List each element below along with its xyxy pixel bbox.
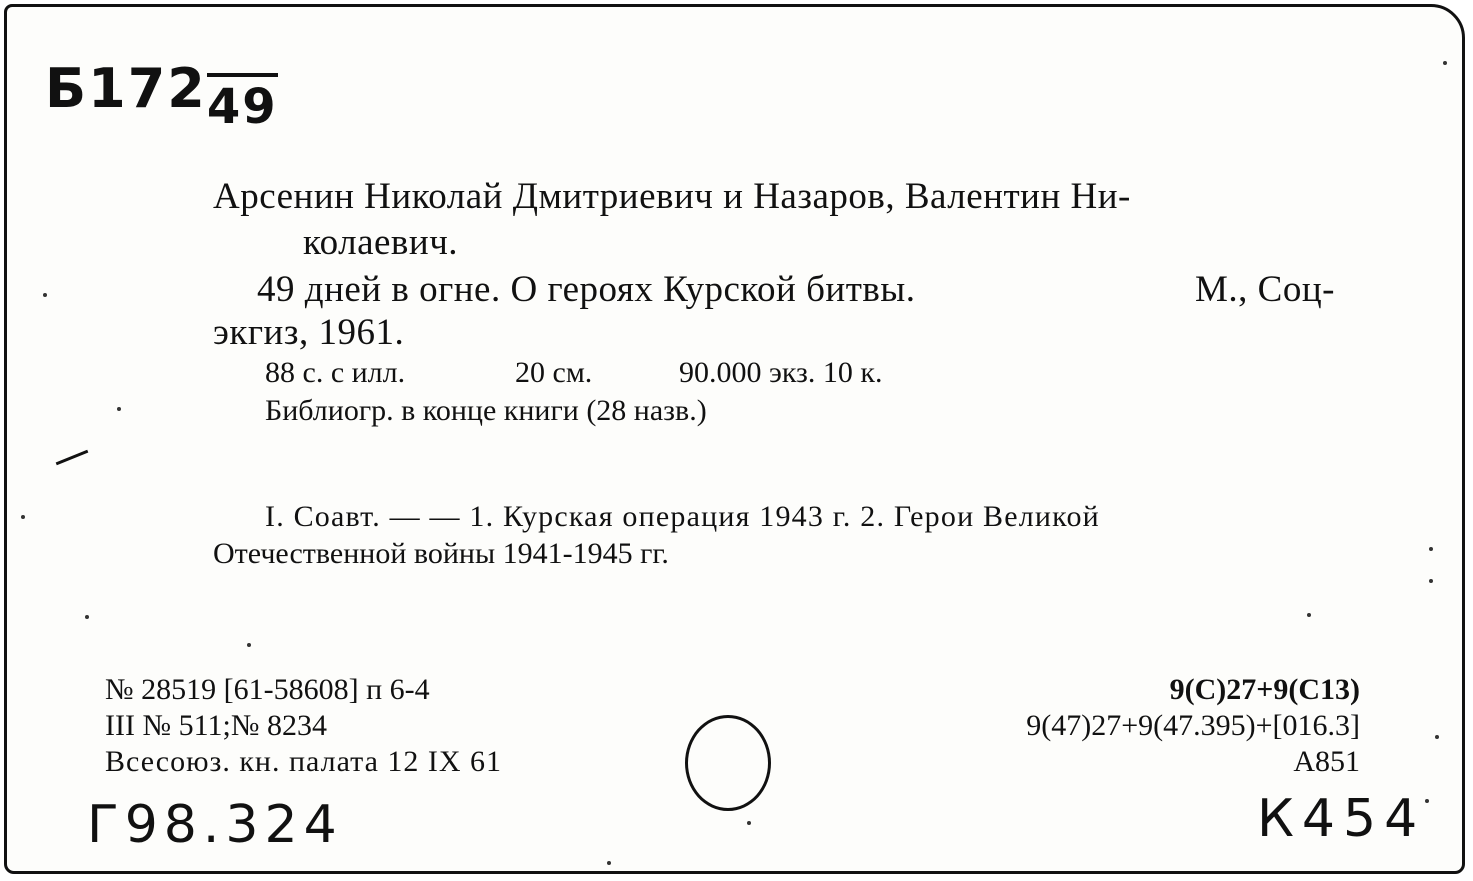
title-line-2: экгиз, 1961. [213,312,405,353]
speck [1435,735,1439,739]
speck [607,861,611,865]
speck [21,515,25,519]
speck [43,293,47,297]
size: 20 см. [515,356,593,389]
handwritten-author-mark: К454 [1257,789,1426,849]
speck [747,821,751,825]
speck [117,407,121,411]
author-mark: А851 [1293,745,1360,778]
speck [1443,61,1447,65]
tracing-line-1: I. Соавт. — — 1. Курская операция 1943 г. 2. Герои Великой [265,500,1100,533]
series-number: III № 511;№ 8234 [105,709,327,742]
title-line-1: 49 дней в огне. О героях Курской битвы. [257,269,916,310]
shelf-mark-main: Б172 [45,57,207,120]
pencil-tick-mark [56,450,89,466]
speck [1425,799,1429,803]
book-chamber-date: Всесоюз. кн. палата 12 IX 61 [105,745,503,778]
classification-1: 9(С)27+9(С13) [1169,673,1360,706]
speck [247,643,251,647]
heading-line-1: Арсенин Николай Дмитриевич и Назаров, Валентин Ни- [213,176,1131,217]
speck [1307,613,1311,617]
handwritten-classification: Г98.324 [87,795,343,855]
print-run-price: 90.000 экз. 10 к. [679,356,883,389]
speck [1429,579,1433,583]
tracing-line-2: Отечественной войны 1941-1945 гг. [213,537,669,570]
shelf-mark-fraction: 49 [207,73,278,135]
title-place: М., Соц- [1195,269,1335,310]
record-number: № 28519 [61-58608] п 6-4 [105,673,430,706]
catalog-card [4,4,1465,874]
speck [85,615,89,619]
speck [1429,547,1433,551]
classification-2: 9(47)27+9(47.395)+[016.3] [1026,709,1360,742]
collation: 88 с. с илл. [265,356,406,389]
bibliography-note: Библиогр. в конце книги (28 назв.) [265,394,707,427]
handwritten-shelf-mark [45,57,278,135]
heading-line-2: колаевич. [303,222,459,263]
punch-hole [685,715,771,811]
